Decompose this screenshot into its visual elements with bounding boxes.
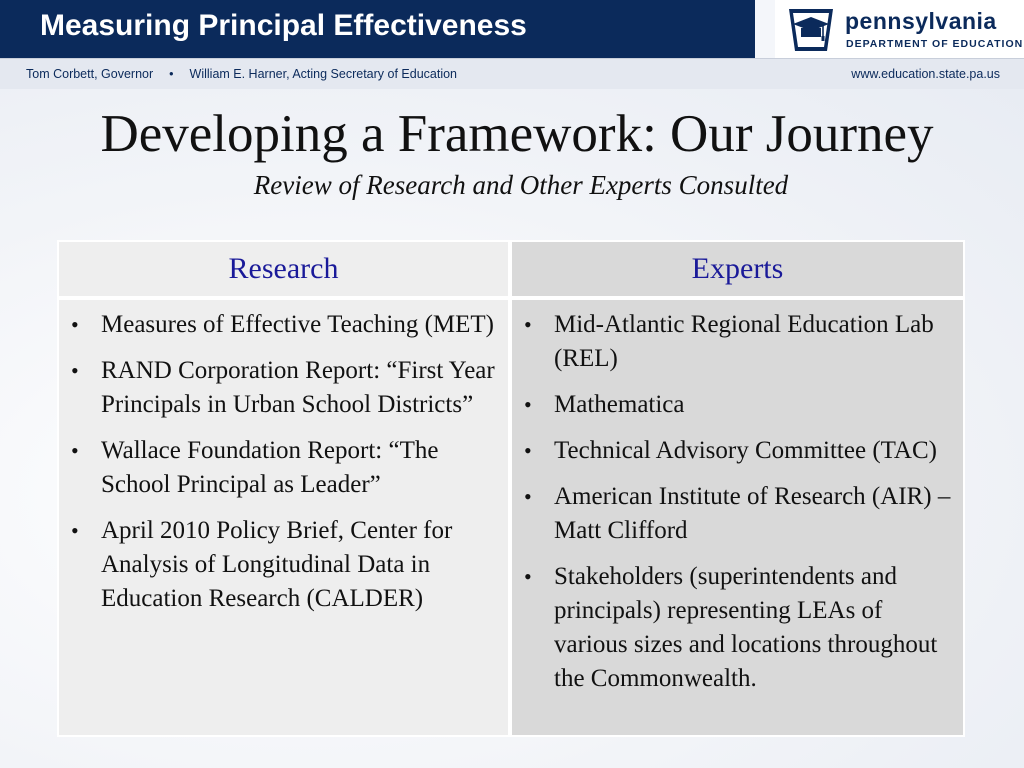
bullet-mark: • — [524, 312, 532, 337]
experts-cell — [512, 300, 963, 735]
list-item-text: Wallace Foundation Report: “The School Principal as Leader” — [101, 437, 439, 498]
list-item — [512, 480, 961, 548]
list-item — [512, 560, 961, 696]
list-item — [512, 434, 961, 468]
slide-subtitle: Review of Research and Other Experts Consulted — [253, 170, 789, 200]
list-item — [59, 434, 506, 502]
list-item — [59, 308, 506, 342]
list-item-text: April 2010 Policy Brief, Center for Analysis of Longitudinal Data in Education Research (CALDER) — [101, 517, 453, 612]
experts-list — [512, 308, 961, 708]
bullet-mark: • — [524, 438, 532, 463]
bullet-mark: • — [71, 312, 79, 337]
list-item-text: Mid-Atlantic Regional Education Lab (REL) — [554, 311, 934, 372]
experts-column-header — [512, 242, 963, 296]
list-item-text: Mathematica — [554, 391, 685, 418]
slide-title: Developing a Framework: Our Journey — [100, 105, 934, 163]
logo-subtext: DEPARTMENT OF EDUCATION — [846, 38, 1024, 50]
list-item — [512, 308, 961, 376]
logo-wordmark: pennsylvania — [845, 8, 997, 34]
bullet-mark: • — [71, 438, 79, 463]
keystone-cap-icon — [783, 3, 839, 55]
bullet-mark: • — [71, 518, 79, 543]
list-item-text: Measures of Effective Teaching (MET) — [101, 311, 495, 338]
list-item-text: American Institute of Research (AIR) – Matt Clifford — [554, 483, 951, 544]
subheader-officials — [26, 67, 457, 81]
secretary-text: William E. Harner, Acting Secretary of Education — [189, 67, 458, 81]
list-item-text: Stakeholders (superintendents and principals) representing LEAs of various sizes and locations throughout the Commonwealth. — [554, 563, 938, 692]
bullet-mark: • — [524, 484, 532, 509]
bullet-mark: • — [524, 564, 532, 589]
list-item — [59, 354, 506, 422]
list-item-text: Technical Advisory Committee (TAC) — [554, 437, 937, 464]
governor-text: Tom Corbett, Governor — [26, 67, 154, 81]
research-cell — [59, 300, 508, 735]
list-item — [59, 514, 506, 616]
website-link[interactable]: www.education.state.pa.us — [851, 67, 1000, 81]
header-bar — [0, 0, 755, 58]
research-experts-table — [57, 240, 965, 737]
list-item — [512, 388, 961, 422]
bullet-mark: • — [524, 392, 532, 417]
research-column-header — [59, 242, 508, 296]
subheader-bar — [0, 58, 1024, 89]
bullet-mark: • — [71, 358, 79, 383]
experts-heading: Experts — [691, 252, 784, 285]
header-title: Measuring Principal Effectiveness — [40, 9, 527, 42]
pde-logo — [775, 0, 1024, 58]
separator-dot: • — [169, 67, 174, 81]
research-heading: Research — [228, 252, 339, 285]
research-list — [59, 308, 506, 628]
list-item-text: RAND Corporation Report: “First Year Principals in Urban School Districts” — [101, 357, 495, 418]
